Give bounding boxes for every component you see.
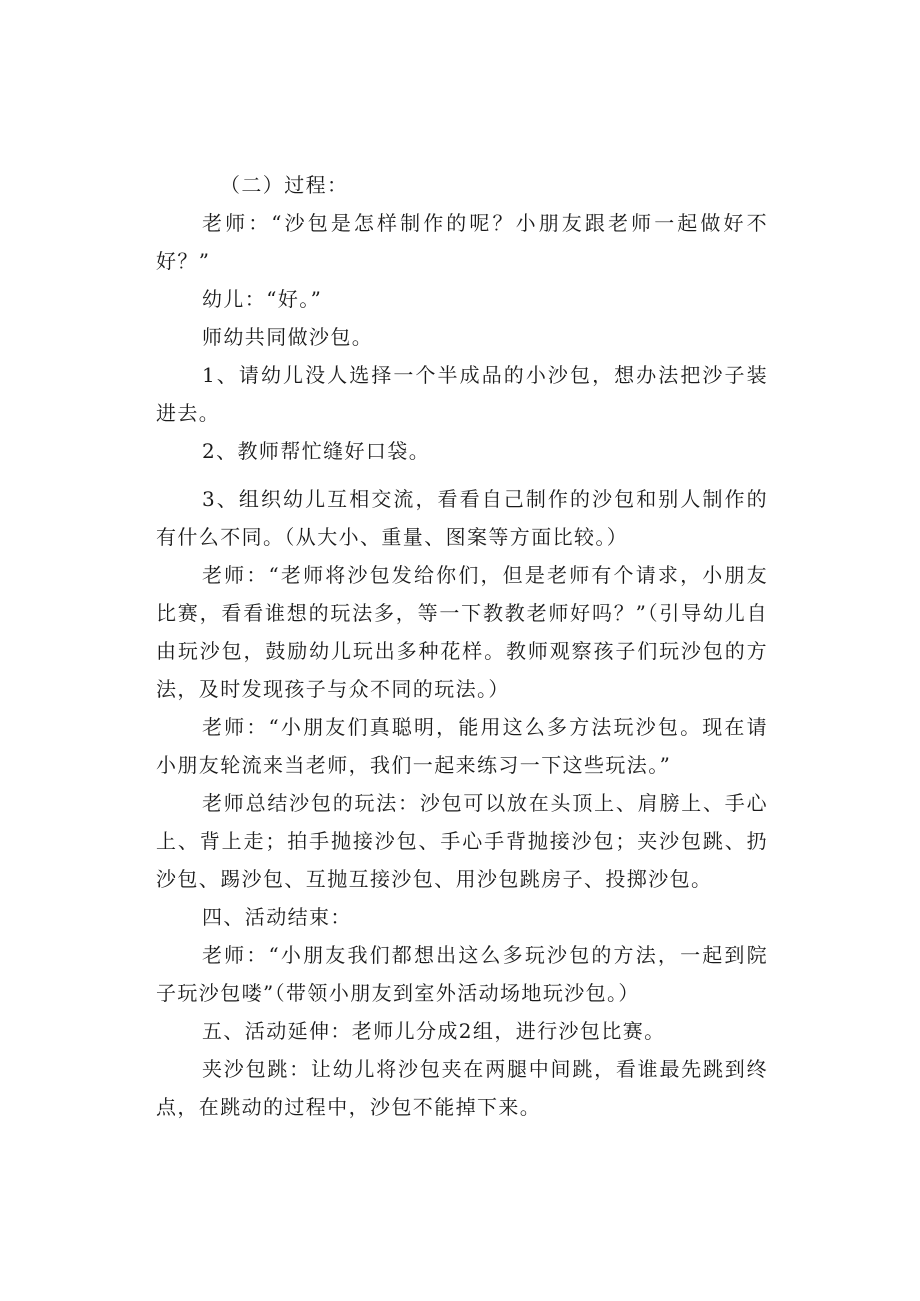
paragraph-step-1: 1、请幼儿没人选择一个半成品的小沙包，想办法把沙子装进去。 bbox=[156, 363, 768, 425]
paragraph-teacher-outdoor: 老师：“小朋友我们都想出这么多玩沙包的方法，一起到院子玩沙包喽”（带领小朋友到室外活动场地玩沙包。） bbox=[156, 943, 768, 1005]
paragraph-teacher-praise: 老师：“小朋友们真聪明，能用这么多方法玩沙包。现在请小朋友轮流来当老师，我们一起来练习一下这些玩法。” bbox=[156, 715, 768, 777]
paragraph-child-reply: 幼儿：“好。” bbox=[202, 287, 323, 311]
document-body bbox=[156, 166, 768, 1126]
paragraph-teacher-question: 老师：“沙包是怎样制作的呢？小朋友跟老师一起做好不好？” bbox=[156, 211, 768, 273]
paragraph-step-2: 2、教师帮忙缝好口袋。 bbox=[202, 439, 431, 463]
paragraph-jump-game: 夹沙包跳：让幼儿将沙包夹在两腿中间跳，看谁最先跳到终点，在跳动的过程中，沙包不能掉下来。 bbox=[156, 1057, 768, 1119]
section-heading-activity-end: 四、活动结束： bbox=[202, 905, 352, 929]
paragraph-make-together: 师幼共同做沙包。 bbox=[202, 325, 374, 349]
section-heading-extension: 五、活动延伸：老师儿分成2组，进行沙包比赛。 bbox=[202, 1019, 666, 1043]
paragraph-teacher-hand-out: 老师：“老师将沙包发给你们，但是老师有个请求，小朋友比赛，看看谁想的玩法多，等一下教教老师好吗？”（引导幼儿自由玩沙包，鼓励幼儿玩出多种花样。教师观察孩子们玩沙包的方法，及时发现孩子与众不同的玩法。） bbox=[156, 563, 768, 701]
section-heading-process: （二）过程： bbox=[220, 173, 349, 197]
paragraph-teacher-summary: 老师总结沙包的玩法：沙包可以放在头顶上、肩膀上、手心上、背上走；拍手抛接沙包、手心手背抛接沙包；夹沙包跳、扔沙包、踢沙包、互抛互接沙包、用沙包跳房子、投掷沙包。 bbox=[156, 791, 768, 891]
paragraph-step-3: 3、组织幼儿互相交流，看看自己制作的沙包和别人制作的有什么不同。（从大小、重量、图案等方面比较。） bbox=[156, 487, 768, 549]
